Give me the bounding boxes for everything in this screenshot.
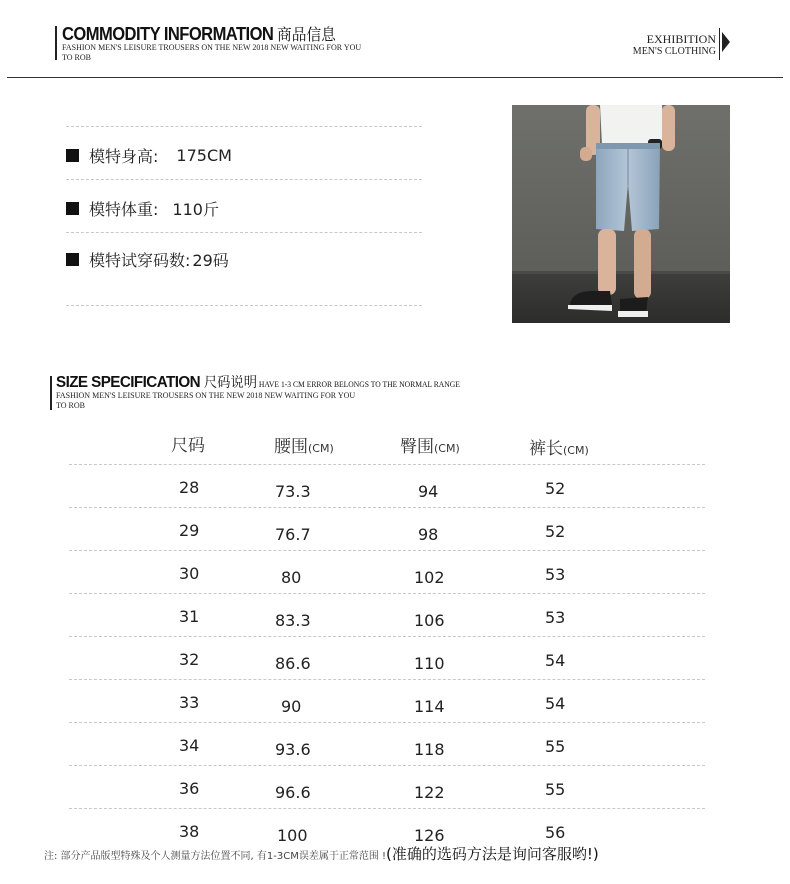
size-spec-title: SIZE SPECIFICATION 尺码说明 HAVE 1-3 CM ERROR BELONGS TO THE NORMAL RANGE [56, 374, 460, 391]
footer-note [44, 843, 599, 864]
commodity-title-cn: 商品信息 [277, 27, 336, 44]
header-accent-bar [55, 26, 57, 60]
cell-length: 56 [545, 823, 566, 842]
header-rule [7, 77, 783, 78]
cell-length: 55 [545, 737, 566, 756]
cell-hip: 118 [414, 740, 445, 759]
cell-length: 53 [545, 608, 566, 627]
cell-length: 54 [545, 651, 566, 670]
size-spec-title-cn: 尺码说明 [203, 374, 258, 390]
model-weight-row [66, 197, 219, 220]
table-divider [69, 550, 705, 551]
cell-waist: 73.3 [275, 482, 311, 501]
header-waist: 腰围(CM) [274, 437, 334, 457]
cell-waist: 96.6 [275, 783, 311, 802]
size-spec-note: HAVE 1-3 CM ERROR BELONGS TO THE NORMAL RANGE [258, 380, 460, 389]
header-size: 尺码 [171, 436, 205, 456]
cell-waist: 90 [281, 697, 302, 716]
divider [66, 232, 422, 233]
cell-hip: 110 [414, 654, 445, 673]
cell-waist: 80 [281, 568, 302, 587]
cell-length: 55 [545, 780, 566, 799]
cell-length: 53 [545, 565, 566, 584]
table-divider [69, 636, 705, 637]
cell-size: 32 [179, 650, 200, 669]
cell-size: 31 [179, 607, 200, 626]
exhibition-block [633, 32, 716, 58]
header-length: 裤长(CM) [529, 439, 589, 459]
table-divider [69, 808, 705, 809]
table-divider [69, 507, 705, 508]
cell-hip: 126 [414, 826, 445, 845]
cell-waist: 76.7 [275, 525, 311, 544]
model-weight-value: 110斤 [172, 200, 219, 219]
table-divider [69, 722, 705, 723]
size-spec-subtitle: FASHION MEN'S LEISURE TROUSERS ON THE NEW 2018 NEW WAITING FOR YOU TO ROB [56, 391, 356, 410]
model-photo [512, 105, 730, 323]
table-divider [69, 765, 705, 766]
cell-hip: 98 [418, 525, 439, 544]
model-height-value: 175CM [176, 146, 232, 165]
cell-waist: 86.6 [275, 654, 311, 673]
cell-waist: 93.6 [275, 740, 311, 759]
cell-waist: 83.3 [275, 611, 311, 630]
cell-hip: 106 [414, 611, 445, 630]
cell-hip: 114 [414, 697, 445, 716]
cell-size: 33 [179, 693, 200, 712]
cell-size: 36 [179, 779, 200, 798]
header-hip: 臀围(CM) [400, 437, 460, 457]
model-height-label: 模特身高: [89, 147, 159, 166]
cell-length: 52 [545, 522, 566, 541]
square-bullet-icon [66, 149, 79, 162]
cell-size: 34 [179, 736, 200, 755]
cell-hip: 102 [414, 568, 445, 587]
cell-length: 52 [545, 479, 566, 498]
cell-size: 28 [179, 478, 200, 497]
cell-waist: 100 [277, 826, 308, 845]
exhibition-divider [719, 28, 720, 60]
table-divider [69, 464, 705, 465]
table-divider [69, 679, 705, 680]
cell-size: 38 [179, 822, 200, 841]
model-weight-label: 模特体重: [89, 200, 159, 219]
footer-note-big: (准确的选码方法是询问客服哟!) [386, 845, 599, 863]
divider [66, 126, 422, 127]
model-size-row [66, 248, 229, 271]
cell-hip: 94 [418, 482, 439, 501]
square-bullet-icon [66, 202, 79, 215]
size-accent-bar [50, 376, 52, 410]
commodity-subtitle: FASHION MEN'S LEISURE TROUSERS ON THE NEW 2018 NEW WAITING FOR YOU TO ROB [62, 43, 362, 62]
commodity-title: COMMODITY INFORMATION 商品信息 [62, 24, 336, 44]
model-size-label: 模特试穿码数: [89, 251, 191, 270]
square-bullet-icon [66, 253, 79, 266]
model-size-value: 29码 [192, 251, 229, 270]
cell-hip: 122 [414, 783, 445, 802]
cell-length: 54 [545, 694, 566, 713]
model-height-row [66, 144, 232, 167]
exhibition-sub-label: MEN'S CLOTHING [632, 46, 716, 57]
footer-note-small: 注: 部分产品版型特殊及个人测量方法位置不同, 有1-3CM误差属于正常范围 ! [44, 851, 387, 862]
cell-size: 30 [179, 564, 200, 583]
cell-size: 29 [179, 521, 200, 540]
divider [66, 305, 422, 306]
divider [66, 179, 422, 180]
exhibition-label: EXHIBITION [646, 32, 716, 46]
table-divider [69, 593, 705, 594]
triangle-arrow-icon [722, 32, 730, 52]
